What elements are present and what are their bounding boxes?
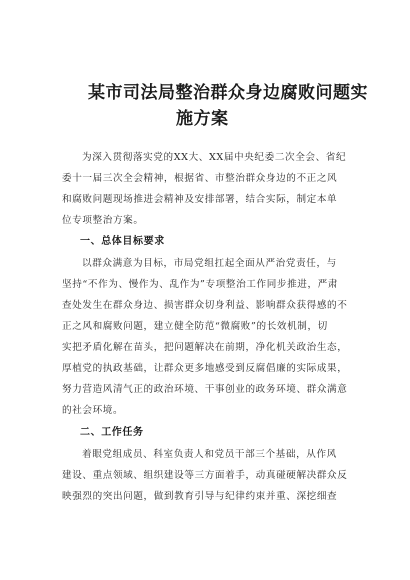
section-heading: 二、工作任务 [80,427,144,438]
intro-line: 委十一届三次全会精神，根据省、市整治群众身边的不正之风 [62,173,338,184]
section1-line: 正之风和腐败问题，建立健全防范“微腐败”的长效机制，切 [62,321,328,332]
section2-line: 映强烈的突出问题，做到教育引导与纪律约束并重、深挖细查 [62,491,338,502]
section1-line: 厚植党的执政基础，让群众更多地感受到反腐倡廉的实际成果， [62,363,348,374]
section1-line: 的社会环境。 [62,405,124,416]
section2-line: 建设、重点领域、组织建设等三方面着手，动真碰硬解决群众反 [62,470,348,481]
section1-line: 以群众满意为目标，市局党组扛起全面从严治党责任，与 [82,258,337,269]
section1-line: 查处发生在群众身边、损害群众切身利益、影响群众获得感的不 [62,300,348,311]
intro-line: 为深入贯彻落实党的XX大、XX届中央纪委二次全会、省纪 [82,152,347,163]
section2-line: 着眼党组成员、科室负责人和党员干部三个基础，从作风 [82,449,337,460]
intro-line: 和腐败问题现场推进会精神及安排部署，结合实际，制定本单 [62,194,338,205]
section-heading: 一、总体目标要求 [80,236,165,247]
intro-line: 位专项整治方案。 [62,215,144,226]
section1-line: 坚持“不作为、慢作为、乱作为”专项整治工作同步推进，严肃 [62,279,339,290]
section1-line: 实把矛盾化解在苗头，把问题解决在前期，净化机关政治生态， [62,342,348,353]
document-title-line-2: 施方案 [176,109,229,129]
section1-line: 努力营造风清气正的政治环境、干事创业的政务环境、群众满意 [62,384,348,395]
document-title-line-1: 某市司法局整治群众身边腐败问题实 [88,83,368,103]
